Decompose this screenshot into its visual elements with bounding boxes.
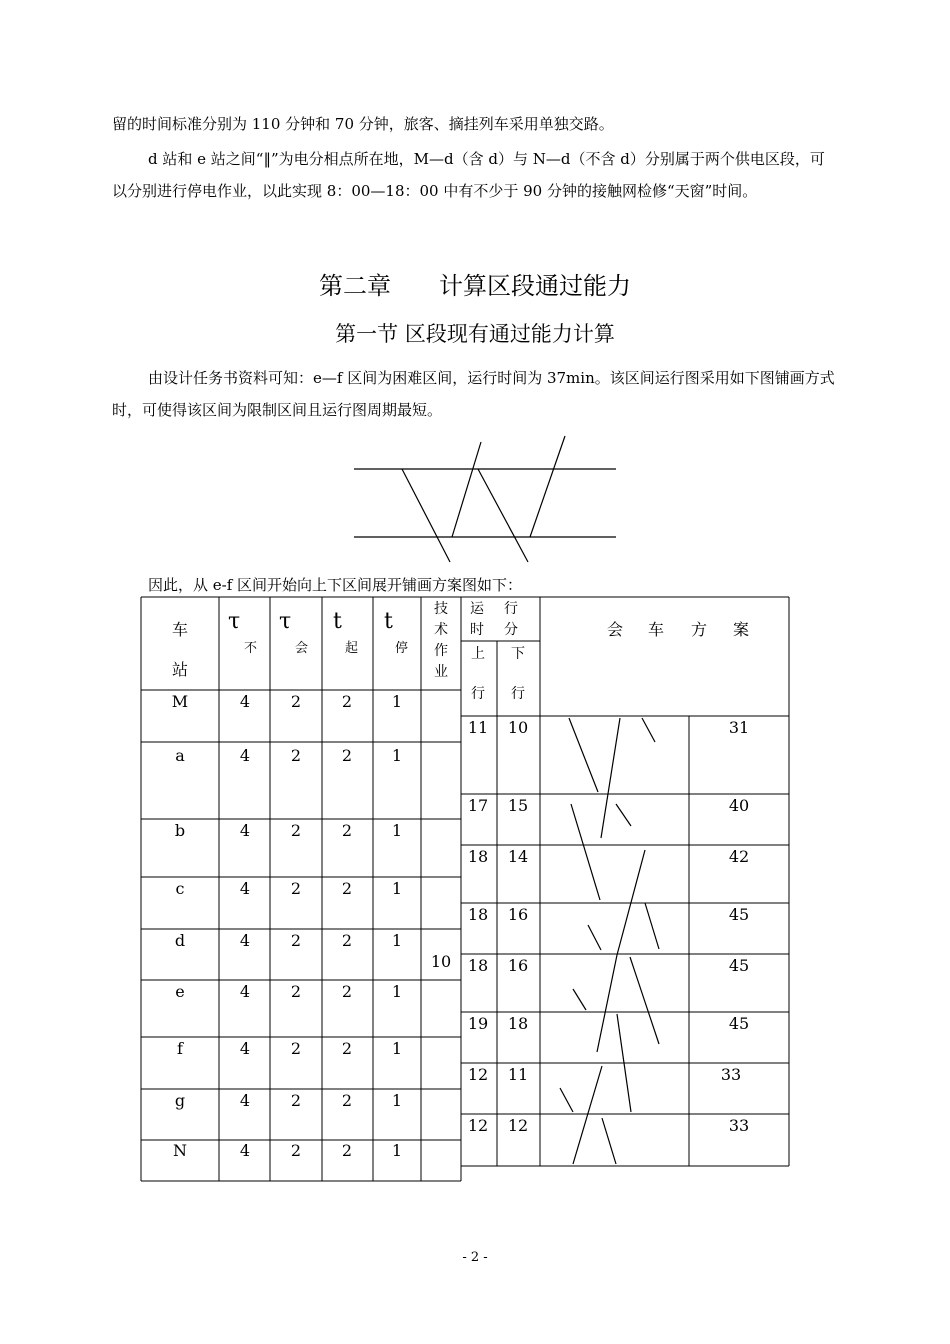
cell-tau-hui: 2 bbox=[290, 1141, 302, 1160]
scheme-line bbox=[573, 1066, 602, 1164]
cell-t-qi: 2 bbox=[341, 1039, 353, 1058]
cell-period: 40 bbox=[728, 796, 750, 815]
diagram-train-down-1 bbox=[402, 469, 450, 562]
header-t-ting-symbol: t bbox=[384, 609, 393, 634]
header-runtime-4: 分 bbox=[504, 622, 518, 638]
cell-tau-bu: 4 bbox=[239, 1091, 251, 1110]
station-name: e bbox=[175, 982, 185, 1001]
cell-t-ting: 1 bbox=[391, 821, 403, 840]
header-runtime-2: 行 bbox=[504, 601, 518, 617]
cell-up-runtime: 17 bbox=[467, 796, 489, 815]
page-number: - 2 - bbox=[462, 1250, 488, 1265]
chapter-number: 第二章 bbox=[319, 272, 391, 300]
cell-tau-bu: 4 bbox=[239, 821, 251, 840]
cell-t-qi: 2 bbox=[341, 879, 353, 898]
header-runtime-3: 时 bbox=[470, 622, 484, 638]
table-caption: 因此，从 e-f 区间开始向上下区间展开铺画方案图如下： bbox=[148, 576, 523, 594]
chapter-heading bbox=[0, 266, 950, 301]
cell-t-ting: 1 bbox=[391, 982, 403, 1001]
cell-period: 45 bbox=[728, 1014, 750, 1033]
header-plan-4: 案 bbox=[733, 620, 750, 639]
cell-tau-bu: 4 bbox=[239, 692, 251, 711]
cell-down-runtime: 16 bbox=[507, 905, 529, 924]
header-t-qi-symbol: t bbox=[333, 609, 342, 634]
header-runtime-1: 运 bbox=[470, 601, 484, 617]
scheme-line bbox=[573, 989, 586, 1010]
header-plan-1: 会 bbox=[607, 620, 624, 639]
cell-tau-hui: 2 bbox=[290, 746, 302, 765]
cell-t-qi: 2 bbox=[341, 821, 353, 840]
scheme-line bbox=[588, 925, 601, 950]
header-up-1: 上 bbox=[471, 646, 485, 662]
cell-t-ting: 1 bbox=[391, 1091, 403, 1110]
cell-period: 42 bbox=[728, 847, 750, 866]
cell-up-runtime: 12 bbox=[467, 1065, 489, 1084]
scheme-line bbox=[617, 850, 645, 955]
header-station-top: 车 bbox=[171, 620, 189, 639]
cell-t-qi: 2 bbox=[341, 982, 353, 1001]
header-t-ting-subscript: 停 bbox=[395, 641, 409, 656]
station-name: c bbox=[175, 879, 185, 898]
cell-down-runtime: 18 bbox=[507, 1014, 529, 1033]
header-plan-3: 方 bbox=[691, 620, 708, 639]
cell-t-qi: 2 bbox=[341, 1141, 353, 1160]
cell-t-qi: 2 bbox=[341, 746, 353, 765]
cell-t-ting: 1 bbox=[391, 879, 403, 898]
header-down-2: 行 bbox=[511, 686, 525, 702]
header-tau-hui-symbol: τ bbox=[279, 609, 292, 634]
cell-tau-hui: 2 bbox=[290, 1039, 302, 1058]
diagram-train-up-2 bbox=[530, 436, 565, 537]
header-plan-2: 车 bbox=[648, 620, 665, 639]
header-tau-bu-symbol: τ bbox=[228, 609, 241, 634]
cell-tau-bu: 4 bbox=[239, 1141, 251, 1160]
cell-up-runtime: 19 bbox=[467, 1014, 489, 1033]
station-name: f bbox=[177, 1039, 183, 1058]
meeting-scheme-lines bbox=[560, 718, 659, 1164]
cell-down-runtime: 15 bbox=[507, 796, 529, 815]
station-name: M bbox=[171, 692, 189, 711]
cell-t-qi: 2 bbox=[341, 931, 353, 950]
scheme-line bbox=[616, 804, 631, 826]
station-name: N bbox=[173, 1141, 187, 1160]
cell-up-runtime: 12 bbox=[467, 1116, 489, 1135]
cell-t-ting: 1 bbox=[391, 1039, 403, 1058]
header-down-1: 下 bbox=[511, 646, 525, 662]
cell-t-qi: 2 bbox=[341, 692, 353, 711]
station-name: g bbox=[174, 1091, 186, 1110]
station-name: a bbox=[175, 746, 185, 765]
cell-down-runtime: 12 bbox=[507, 1116, 529, 1135]
cell-up-runtime: 18 bbox=[467, 847, 489, 866]
cell-tau-hui: 2 bbox=[290, 879, 302, 898]
cell-tau-bu: 4 bbox=[239, 1039, 251, 1058]
cell-t-qi: 2 bbox=[341, 1091, 353, 1110]
diagram-train-up-1 bbox=[452, 442, 481, 537]
cell-up-runtime: 18 bbox=[467, 905, 489, 924]
cell-t-ting: 1 bbox=[391, 1141, 403, 1160]
paragraph-limiting-section: 由设计任务书资料可知：e—f 区间为困难区间，运行时间为 37min。该区间运行图采用如下图铺画方式时，可使得该区间为限制区间且运行图周期最短。 bbox=[112, 369, 835, 419]
scheme-line bbox=[642, 718, 655, 742]
header-tech-4: 业 bbox=[434, 664, 448, 680]
scheme-line bbox=[601, 718, 620, 838]
cell-tau-hui: 2 bbox=[290, 1091, 302, 1110]
cell-down-runtime: 10 bbox=[507, 718, 529, 737]
header-t-qi-subscript: 起 bbox=[345, 641, 359, 656]
header-tau-bu-subscript: 不 bbox=[244, 641, 258, 656]
chapter-title: 计算区段通过能力 bbox=[439, 272, 631, 300]
cell-period: 31 bbox=[728, 718, 750, 737]
cell-tau-hui: 2 bbox=[290, 931, 302, 950]
cell-period: 33 bbox=[728, 1116, 750, 1135]
cell-down-runtime: 11 bbox=[507, 1065, 529, 1084]
station-name: b bbox=[174, 821, 186, 840]
header-tau-hui-subscript: 会 bbox=[295, 641, 309, 656]
cell-tau-bu: 4 bbox=[239, 879, 251, 898]
cell-period: 33 bbox=[720, 1065, 742, 1084]
cell-tech-operation: 10 bbox=[430, 952, 452, 971]
scheme-line bbox=[560, 1088, 573, 1112]
scheme-line bbox=[617, 1014, 631, 1112]
cell-up-runtime: 11 bbox=[467, 718, 489, 737]
cell-tau-bu: 4 bbox=[239, 982, 251, 1001]
section-heading: 第一节 区段现有通过能力计算 bbox=[335, 322, 615, 346]
header-up-2: 行 bbox=[471, 686, 485, 702]
scheme-line bbox=[602, 1118, 616, 1164]
station-name: d bbox=[174, 931, 186, 950]
cell-tau-hui: 2 bbox=[290, 982, 302, 1001]
scheme-line bbox=[569, 718, 598, 792]
paragraph-power-supply: d 站和 e 站之间“‖”为电分相点所在地，M—d（含 d）与 N—d（不含 d）分别属于两个供电区段，可以分别进行停电作业，以此实现 8：00—18：00 中有不少于 90 分钟的接触网检修“天窗”时间。 bbox=[112, 150, 825, 200]
scheme-line bbox=[630, 957, 659, 1044]
cell-tau-hui: 2 bbox=[290, 821, 302, 840]
cell-period: 45 bbox=[728, 905, 750, 924]
header-tech-1: 技 bbox=[434, 601, 448, 617]
scheme-line bbox=[597, 955, 617, 1052]
scheme-line bbox=[645, 903, 659, 949]
cell-t-ting: 1 bbox=[391, 931, 403, 950]
cell-period: 45 bbox=[728, 956, 750, 975]
cell-t-ting: 1 bbox=[391, 746, 403, 765]
cell-tau-bu: 4 bbox=[239, 931, 251, 950]
cell-t-ting: 1 bbox=[391, 692, 403, 711]
diagram-train-down-2 bbox=[478, 469, 528, 562]
scheme-line bbox=[571, 804, 600, 900]
paragraph-intro-end: 留的时间标准分别为 110 分钟和 70 分钟，旅客、摘挂列车采用单独交路。 bbox=[112, 115, 614, 133]
cell-down-runtime: 14 bbox=[507, 847, 529, 866]
header-tech-3: 作 bbox=[434, 643, 448, 659]
cell-up-runtime: 18 bbox=[467, 956, 489, 975]
cell-tau-hui: 2 bbox=[290, 692, 302, 711]
cell-tau-bu: 4 bbox=[239, 746, 251, 765]
header-tech-2: 术 bbox=[434, 622, 448, 638]
cell-down-runtime: 16 bbox=[507, 956, 529, 975]
header-station-bottom: 站 bbox=[171, 660, 189, 679]
